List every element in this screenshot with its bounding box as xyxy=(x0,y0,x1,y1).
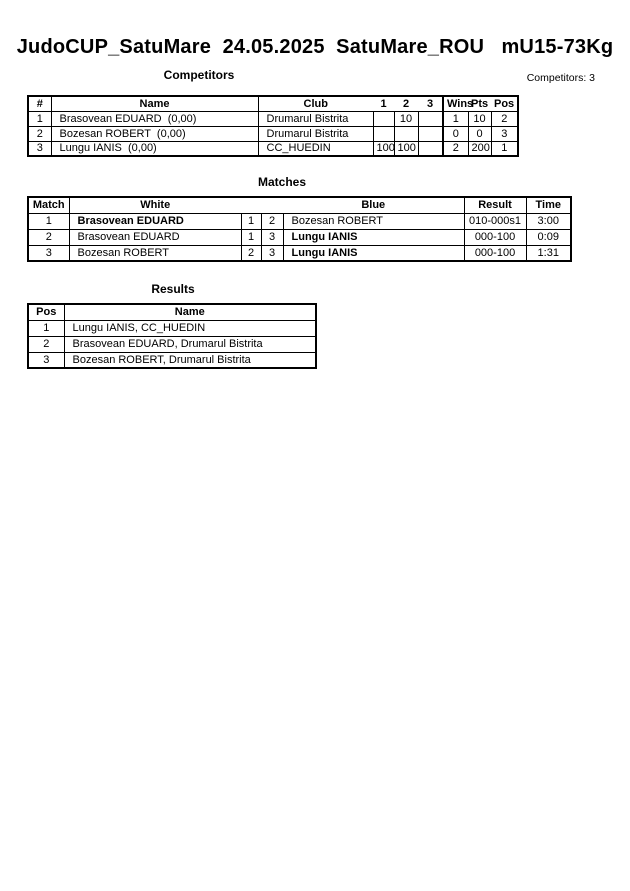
match-number: 1 xyxy=(28,213,69,229)
col-white-draw-num xyxy=(241,197,261,213)
round3-score xyxy=(418,126,443,141)
col-club: Club xyxy=(258,96,373,111)
competitor-name: Bozesan ROBERT (0,00) xyxy=(51,126,258,141)
col-result: Result xyxy=(464,197,526,213)
blue-draw-number: 3 xyxy=(261,245,283,261)
col-match: Match xyxy=(28,197,69,213)
competitor-club: CC_HUEDIN xyxy=(258,141,373,156)
col-round2: 2 xyxy=(394,96,418,111)
pts-value: 200 xyxy=(468,141,491,156)
white-draw-number: 1 xyxy=(241,229,261,245)
col-name: Name xyxy=(64,304,316,320)
competitor-number: 2 xyxy=(28,126,51,141)
col-wins: Wins xyxy=(443,96,468,111)
matches-table xyxy=(27,196,572,262)
white-competitor: Bozesan ROBERT xyxy=(69,245,241,261)
match-row xyxy=(28,229,571,245)
competitor-number: 3 xyxy=(28,141,51,156)
col-pos: Pos xyxy=(28,304,64,320)
pts-value: 10 xyxy=(468,111,491,126)
competitor-row xyxy=(28,111,518,126)
blue-draw-number: 2 xyxy=(261,213,283,229)
col-white: White xyxy=(69,197,241,213)
results-table xyxy=(27,303,317,369)
matches-header-row xyxy=(28,197,571,213)
result-row xyxy=(28,352,316,368)
col-round3: 3 xyxy=(418,96,443,111)
matches-section-heading: Matches xyxy=(257,175,307,189)
result-position: 3 xyxy=(28,352,64,368)
match-number: 2 xyxy=(28,229,69,245)
round1-score xyxy=(373,126,394,141)
pos-value: 1 xyxy=(491,141,518,156)
competitors-table xyxy=(27,95,519,157)
competitor-row xyxy=(28,126,518,141)
white-competitor: Brasovean EDUARD xyxy=(69,213,241,229)
match-result: 010-000s1 xyxy=(464,213,526,229)
match-time: 0:09 xyxy=(526,229,571,245)
result-row xyxy=(28,336,316,352)
wins-value: 1 xyxy=(443,111,468,126)
competitor-row xyxy=(28,141,518,156)
match-result: 000-100 xyxy=(464,245,526,261)
competitors-header-row xyxy=(28,96,518,111)
col-blue: Blue xyxy=(283,197,464,213)
blue-competitor: Lungu IANIS xyxy=(283,229,464,245)
competitor-number: 1 xyxy=(28,111,51,126)
page-title: JudoCUP_SatuMare 24.05.2025 SatuMare_ROU mU15-73Kg xyxy=(16,36,614,58)
white-draw-number: 1 xyxy=(241,213,261,229)
competitor-name: Lungu IANIS (0,00) xyxy=(51,141,258,156)
col-blue-draw-num xyxy=(261,197,283,213)
wins-value: 2 xyxy=(443,141,468,156)
competitors-count: Competitors: 3 xyxy=(526,72,595,84)
result-name: Brasovean EDUARD, Drumarul Bistrita xyxy=(64,336,316,352)
round1-score: 100 xyxy=(373,141,394,156)
result-row xyxy=(28,320,316,336)
result-name: Bozesan ROBERT, Drumarul Bistrita xyxy=(64,352,316,368)
white-competitor: Brasovean EDUARD xyxy=(69,229,241,245)
col-pos: Pos xyxy=(491,96,518,111)
col-number: # xyxy=(28,96,51,111)
result-position: 2 xyxy=(28,336,64,352)
white-draw-number: 2 xyxy=(241,245,261,261)
pos-value: 2 xyxy=(491,111,518,126)
results-section-heading: Results xyxy=(151,282,195,296)
results-header-row xyxy=(28,304,316,320)
round2-score xyxy=(394,126,418,141)
competitor-name: Brasovean EDUARD (0,00) xyxy=(51,111,258,126)
blue-draw-number: 3 xyxy=(261,229,283,245)
round1-score xyxy=(373,111,394,126)
match-time: 3:00 xyxy=(526,213,571,229)
result-position: 1 xyxy=(28,320,64,336)
col-round1: 1 xyxy=(373,96,394,111)
col-name: Name xyxy=(51,96,258,111)
blue-competitor: Bozesan ROBERT xyxy=(283,213,464,229)
round3-score xyxy=(418,141,443,156)
wins-value: 0 xyxy=(443,126,468,141)
match-result: 000-100 xyxy=(464,229,526,245)
pos-value: 3 xyxy=(491,126,518,141)
match-time: 1:31 xyxy=(526,245,571,261)
pts-value: 0 xyxy=(468,126,491,141)
result-name: Lungu IANIS, CC_HUEDIN xyxy=(64,320,316,336)
round3-score xyxy=(418,111,443,126)
blue-competitor: Lungu IANIS xyxy=(283,245,464,261)
match-row xyxy=(28,213,571,229)
match-number: 3 xyxy=(28,245,69,261)
competitor-club: Drumarul Bistrita xyxy=(258,126,373,141)
col-time: Time xyxy=(526,197,571,213)
round2-score: 10 xyxy=(394,111,418,126)
competitors-section-heading: Competitors xyxy=(163,68,235,82)
match-row xyxy=(28,245,571,261)
col-pts: Pts xyxy=(468,96,491,111)
round2-score: 100 xyxy=(394,141,418,156)
competitor-club: Drumarul Bistrita xyxy=(258,111,373,126)
